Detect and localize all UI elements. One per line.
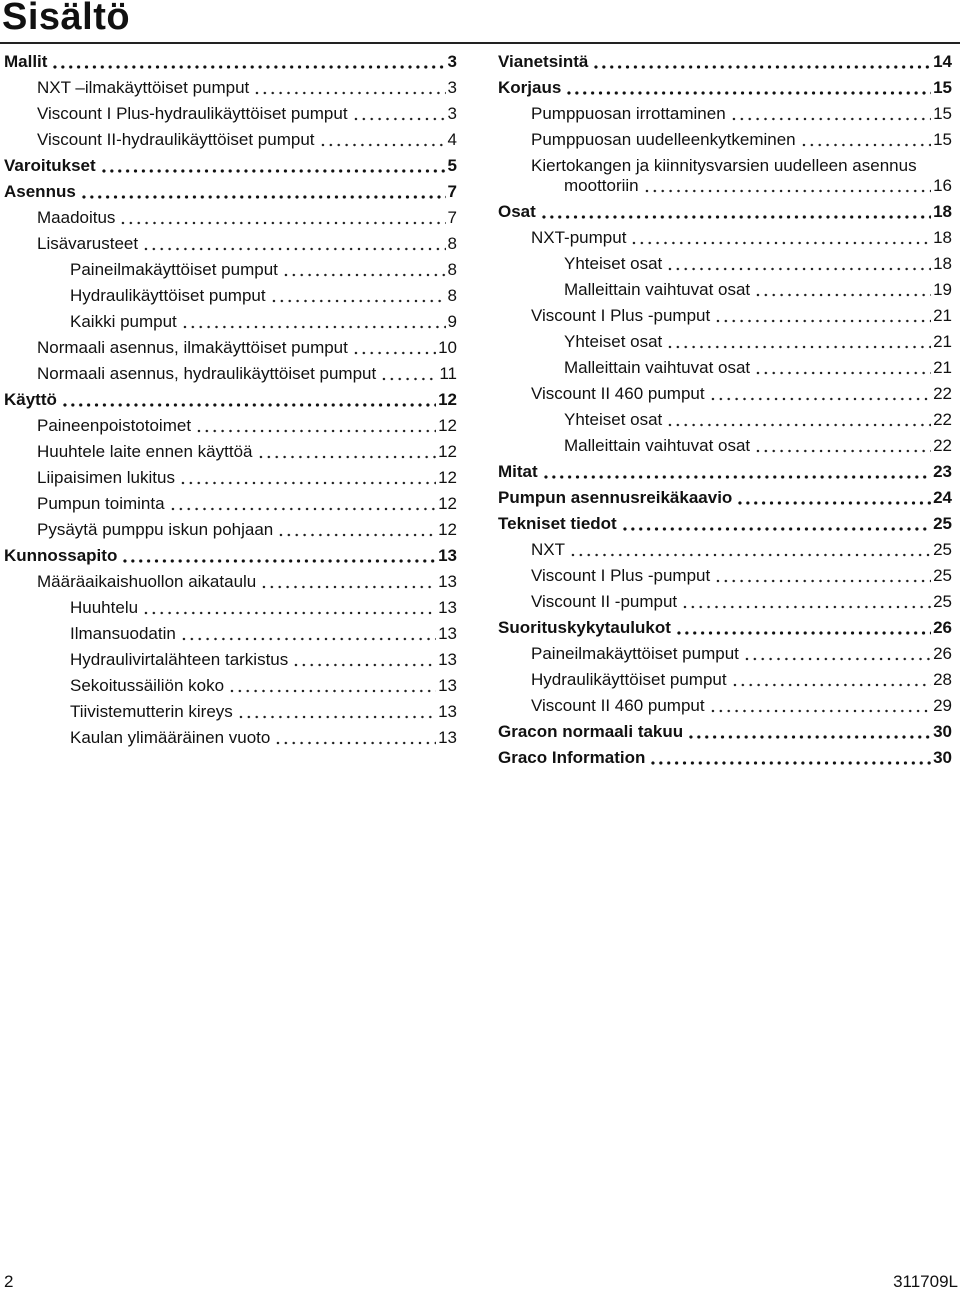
toc-entry[interactable]: [4, 644, 457, 670]
toc-entry-page: 3: [447, 78, 457, 97]
toc-entry-label: Yhteiset osat: [564, 410, 663, 429]
toc-entry-label: Paineilmakäyttöiset pumput: [70, 260, 278, 279]
toc-entry-page: 22: [933, 436, 952, 455]
toc-entry-page: 25: [933, 566, 952, 585]
dot-leader: [260, 581, 436, 589]
toc-entry[interactable]: [498, 404, 952, 430]
toc-entry[interactable]: [498, 326, 952, 352]
toc-entry-page: 18: [933, 202, 952, 221]
toc-entry-label: NXT –ilmakäyttöiset pumput: [37, 78, 250, 97]
dot-leader: [195, 425, 436, 433]
toc-entry[interactable]: [4, 202, 457, 228]
toc-entry[interactable]: [498, 664, 952, 690]
dot-leader: [119, 217, 445, 225]
toc-entry[interactable]: [4, 150, 457, 176]
toc-entry[interactable]: [4, 722, 457, 748]
toc-entry[interactable]: [4, 280, 457, 306]
toc-entry[interactable]: [4, 670, 457, 696]
toc-entry-page: 3: [447, 52, 457, 71]
toc-entry[interactable]: [4, 124, 457, 150]
toc-right-column: [498, 46, 952, 768]
toc-entry-page: 5: [447, 156, 457, 175]
dot-leader: [649, 757, 931, 765]
toc-entry-label: Tiivistemutterin kireys: [70, 702, 233, 721]
toc-entry[interactable]: [498, 430, 952, 456]
dot-leader: [179, 477, 436, 485]
document-code: 311709L: [893, 1272, 958, 1291]
toc-entry-page: 13: [438, 572, 457, 591]
toc-entry-label: Vianetsintä: [498, 52, 589, 71]
toc-entry-label: Pumpun toiminta: [37, 494, 165, 513]
toc-entry[interactable]: [4, 488, 457, 514]
title-rule: [0, 42, 960, 44]
toc-entry-page: 21: [933, 332, 952, 351]
dot-leader: [142, 607, 436, 615]
toc-entry[interactable]: [498, 534, 952, 560]
toc-entry-page: 8: [447, 234, 457, 253]
toc-entry[interactable]: [498, 482, 952, 508]
dot-leader: [666, 341, 931, 349]
toc-entry-label: Normaali asennus, hydraulikäyttöiset pumput: [37, 364, 377, 383]
toc-entry-page: 8: [447, 286, 457, 305]
toc-entry-page: 29: [933, 696, 952, 715]
dot-leader: [540, 211, 931, 219]
toc-entry-label: Maadoitus: [37, 208, 116, 227]
toc-entry[interactable]: [4, 228, 457, 254]
dot-leader: [687, 731, 931, 739]
toc-entry[interactable]: [4, 592, 457, 618]
toc-entry-page: 13: [438, 650, 457, 669]
toc-entry-label: Kiertokangen ja kiinnitysvarsien uudelleen asennus: [531, 156, 917, 175]
dot-leader: [80, 191, 446, 199]
toc-entry[interactable]: [498, 46, 952, 72]
toc-entry[interactable]: [4, 176, 457, 202]
toc-entry-page: 12: [438, 520, 457, 539]
dot-leader: [292, 659, 436, 667]
toc-entry[interactable]: [4, 358, 457, 384]
toc-entry-label: Paineilmakäyttöiset pumput: [531, 644, 739, 663]
dot-leader: [736, 497, 931, 505]
dot-leader: [681, 601, 931, 609]
toc-entry-label: Kaulan ylimääräinen vuoto: [70, 728, 271, 747]
toc-entry-label: Paineenpoistotoimet: [37, 416, 192, 435]
dot-leader: [121, 555, 436, 563]
toc-entry[interactable]: [498, 352, 952, 378]
toc-entry-page: 22: [933, 384, 952, 403]
dot-leader: [51, 61, 445, 69]
toc-entry-page: 8: [447, 260, 457, 279]
dot-leader: [142, 243, 445, 251]
toc-entry-label: Lisävarusteet: [37, 234, 139, 253]
dot-leader: [352, 113, 446, 121]
toc-entry-label: Normaali asennus, ilmakäyttöiset pumput: [37, 338, 348, 357]
dot-leader: [666, 419, 931, 427]
toc-entry-page: 19: [933, 280, 952, 299]
toc-entry-label: Tekniset tiedot: [498, 514, 617, 533]
toc-entry-page: 16: [933, 176, 952, 195]
dot-leader: [592, 61, 931, 69]
toc-entry-label: Ilmansuodatin: [70, 624, 176, 643]
dot-leader: [569, 549, 931, 557]
toc-entry[interactable]: [498, 716, 952, 742]
toc-entry-label: Yhteiset osat: [564, 254, 663, 273]
toc-entry-page: 30: [933, 722, 952, 741]
dot-leader: [180, 633, 436, 641]
toc-entry-page: 10: [438, 338, 457, 357]
toc-entry[interactable]: [498, 150, 952, 196]
toc-entry-label: Hydraulivirtalähteen tarkistus: [70, 650, 289, 669]
toc-entry-page: 15: [933, 104, 952, 123]
toc-entry-page: 25: [933, 540, 952, 559]
toc-entry[interactable]: [4, 462, 457, 488]
dot-leader: [675, 627, 931, 635]
toc-entry[interactable]: [498, 248, 952, 274]
toc-entry-label: Viscount II-hydraulikäyttöiset pumput: [37, 130, 315, 149]
dot-leader: [257, 451, 437, 459]
toc-entry-page: 12: [438, 416, 457, 435]
dot-leader: [714, 575, 931, 583]
toc-entry-page: 12: [438, 442, 457, 461]
toc-entry-label: Gracon normaali takuu: [498, 722, 684, 741]
toc-entry-label: Mitat: [498, 462, 538, 481]
dot-leader: [730, 113, 931, 121]
toc-entry[interactable]: [498, 690, 952, 716]
toc-entry[interactable]: [498, 508, 952, 534]
dot-leader: [754, 367, 931, 375]
toc-entry-page: 18: [933, 254, 952, 273]
toc-entry-page: 7: [447, 208, 457, 227]
toc-entry-page: 21: [933, 306, 952, 325]
toc-entry-page: 13: [438, 702, 457, 721]
toc-entry-label: Malleittain vaihtuvat osat: [564, 436, 751, 455]
dot-leader: [319, 139, 446, 147]
dot-leader: [270, 295, 446, 303]
dot-leader: [709, 393, 932, 401]
dot-leader: [352, 347, 436, 355]
dot-leader: [565, 87, 931, 95]
toc-entry-label: Hydraulikäyttöiset pumput: [70, 286, 266, 305]
dot-leader: [181, 321, 446, 329]
toc-entry[interactable]: [498, 612, 952, 638]
toc-entry-label: NXT: [531, 540, 565, 559]
toc-entry-page: 30: [933, 748, 952, 767]
dot-leader: [542, 471, 931, 479]
toc-entry-page: 28: [933, 670, 952, 689]
toc-entry[interactable]: [4, 46, 457, 72]
dot-leader: [621, 523, 931, 531]
toc-entry-page: 9: [447, 312, 457, 331]
toc-entry-page: 13: [438, 546, 457, 565]
toc-entry-page: 25: [933, 514, 952, 533]
toc-entry-label: Kaikki pumput: [70, 312, 177, 331]
toc-entry-label: Hydraulikäyttöiset pumput: [531, 670, 727, 689]
toc-entry-label: NXT-pumput: [531, 228, 627, 247]
dot-leader: [277, 529, 436, 537]
toc-entry[interactable]: [4, 514, 457, 540]
dot-leader: [100, 165, 446, 173]
toc-entry-page: 15: [933, 130, 952, 149]
dot-leader: [643, 185, 931, 193]
toc-entry-page: 13: [438, 728, 457, 747]
toc-entry[interactable]: [498, 300, 952, 326]
toc-entry-label: Pumppuosan irrottaminen: [531, 104, 726, 123]
toc-entry-label: Suorituskykytaulukot: [498, 618, 671, 637]
toc-entry[interactable]: [498, 274, 952, 300]
toc-entry[interactable]: [498, 586, 952, 612]
dot-leader: [282, 269, 446, 277]
dot-leader: [709, 705, 932, 713]
toc-entry[interactable]: [4, 540, 457, 566]
toc-entry-label: Sekoitussäiliön koko: [70, 676, 225, 695]
toc-entry-page: 12: [438, 390, 457, 409]
toc-entry-page: 23: [933, 462, 952, 481]
dot-leader: [666, 263, 931, 271]
toc-entry-page: 4: [447, 130, 457, 149]
toc-entry[interactable]: [498, 378, 952, 404]
dot-leader: [754, 289, 931, 297]
toc-entry-label: Graco Information: [498, 748, 646, 767]
toc-entry[interactable]: [4, 384, 457, 410]
toc-entry-label: Viscount I Plus -pumput: [531, 306, 711, 325]
toc-entry[interactable]: [4, 98, 457, 124]
toc-entry[interactable]: [498, 222, 952, 248]
dot-leader: [228, 685, 436, 693]
toc-entry[interactable]: [498, 456, 952, 482]
toc-entry-page: 3: [447, 104, 457, 123]
toc-entry-label: Asennus: [4, 182, 76, 201]
toc-entry[interactable]: [498, 72, 952, 98]
toc-entry-label-continued: moottoriin: [564, 176, 639, 195]
toc-entry-page: 13: [438, 624, 457, 643]
dot-leader: [274, 737, 436, 745]
toc-entry[interactable]: [4, 72, 457, 98]
toc-entry-page: 25: [933, 592, 952, 611]
toc-entry-page: 12: [438, 494, 457, 513]
toc-entry-label: Malleittain vaihtuvat osat: [564, 358, 751, 377]
toc-entry-page: 18: [933, 228, 952, 247]
toc-entry-page: 14: [933, 52, 952, 71]
dot-leader: [754, 445, 931, 453]
toc-entry-label: Yhteiset osat: [564, 332, 663, 351]
toc-entry[interactable]: [4, 306, 457, 332]
toc-entry-label: Mallit: [4, 52, 48, 71]
dot-leader: [61, 399, 436, 407]
toc-entry-page: 15: [933, 78, 952, 97]
dot-leader: [380, 373, 437, 381]
toc-entry-label: Liipaisimen lukitus: [37, 468, 175, 487]
toc-entry[interactable]: [4, 566, 457, 592]
toc-entry[interactable]: [4, 332, 457, 358]
toc-entry-page: 24: [933, 488, 952, 507]
dot-leader: [731, 679, 931, 687]
toc-entry-label: Viscount II -pumput: [531, 592, 678, 611]
toc-entry[interactable]: [498, 638, 952, 664]
dot-leader: [169, 503, 437, 511]
dot-leader: [253, 87, 445, 95]
toc-entry-page: 22: [933, 410, 952, 429]
toc-entry-label: Malleittain vaihtuvat osat: [564, 280, 751, 299]
toc-entry-page: 12: [438, 468, 457, 487]
toc-entry-label: Viscount I Plus-hydraulikäyttöiset pumput: [37, 104, 348, 123]
toc-entry[interactable]: [4, 254, 457, 280]
dot-leader: [714, 315, 931, 323]
toc-entry-label: Pysäytä pumppu iskun pohjaan: [37, 520, 274, 539]
page-title: Sisältö: [2, 0, 131, 38]
toc-entry-page: 13: [438, 598, 457, 617]
toc-entry-label: Viscount II 460 pumput: [531, 696, 705, 715]
toc-entry-label: Huuhtele laite ennen käyttöä: [37, 442, 253, 461]
toc-entry[interactable]: [4, 410, 457, 436]
toc-entry-label: Varoitukset: [4, 156, 96, 175]
toc-entry-label: Käyttö: [4, 390, 57, 409]
toc-entry-page: 13: [438, 676, 457, 695]
toc-entry-label: Korjaus: [498, 78, 562, 97]
toc-entry-page: 11: [439, 364, 457, 383]
toc-entry-page: 26: [933, 644, 952, 663]
page-number: 2: [4, 1272, 14, 1291]
toc-entry-label: Määräaikaishuollon aikataulu: [37, 572, 257, 591]
dot-leader: [800, 139, 931, 147]
toc-entry-label: Kunnossapito: [4, 546, 118, 565]
toc-entry-label: Viscount II 460 pumput: [531, 384, 705, 403]
toc-entry[interactable]: [4, 436, 457, 462]
toc-entry-page: 26: [933, 618, 952, 637]
toc-left-column: [4, 46, 457, 748]
toc-entry[interactable]: [498, 124, 952, 150]
toc-entry[interactable]: [498, 196, 952, 222]
toc-entry[interactable]: [4, 618, 457, 644]
toc-entry-page: 7: [447, 182, 457, 201]
dot-leader: [237, 711, 436, 719]
toc-entry-label: Huuhtelu: [70, 598, 139, 617]
toc-entry-label: Pumpun asennusreikäkaavio: [498, 488, 733, 507]
toc-entry-label: Osat: [498, 202, 536, 221]
toc-entry[interactable]: [498, 98, 952, 124]
toc-entry-label: Pumppuosan uudelleenkytkeminen: [531, 130, 796, 149]
toc-entry-page: 21: [933, 358, 952, 377]
dot-leader: [743, 653, 931, 661]
toc-entry[interactable]: [498, 560, 952, 586]
dot-leader: [630, 237, 931, 245]
toc-entry[interactable]: [498, 742, 952, 768]
toc-entry[interactable]: [4, 696, 457, 722]
toc-entry-label: Viscount I Plus -pumput: [531, 566, 711, 585]
